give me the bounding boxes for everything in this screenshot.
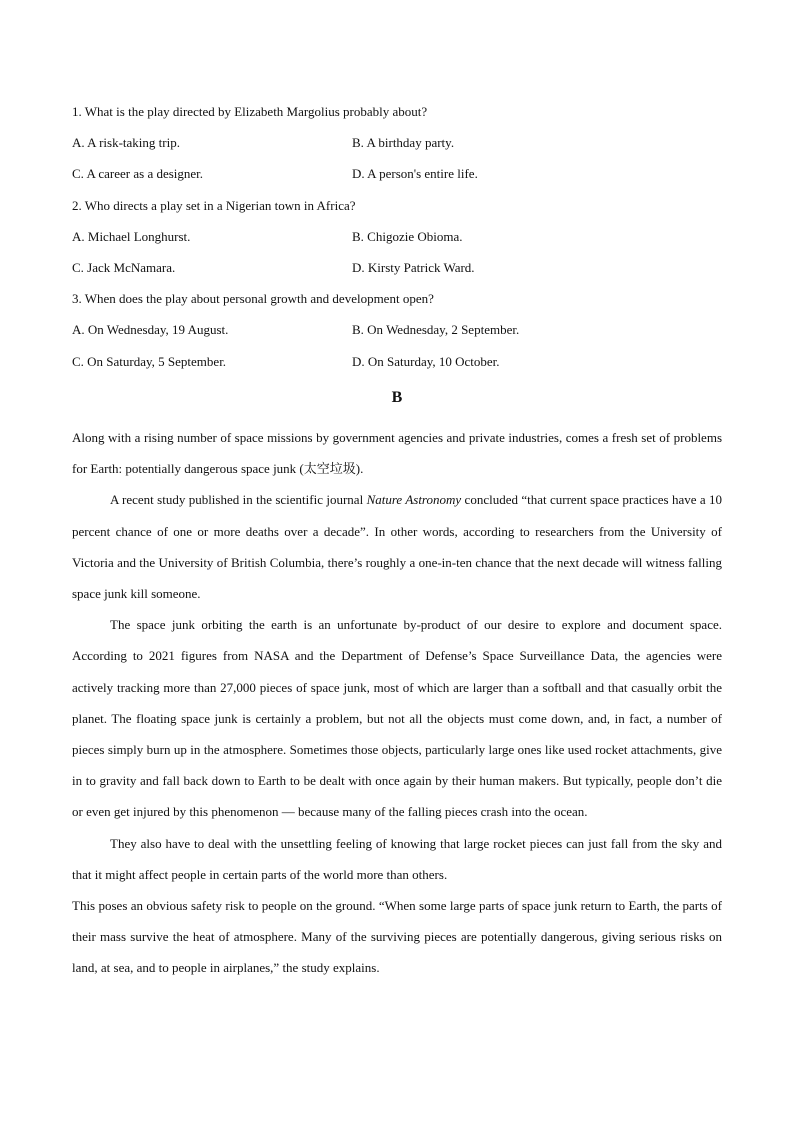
option-row xyxy=(72,132,732,163)
paragraph-4: They also have to deal with the unsettling feeling of knowing that large rocket pieces can just fall from the sky and that it might affect people in certain parts of the world more than others. xyxy=(72,835,722,882)
option-d: D. Kirsty Patrick Ward. xyxy=(352,259,475,275)
option-row xyxy=(72,226,732,257)
option-c: C. A career as a designer. xyxy=(72,166,204,182)
paragraph-3: The space junk orbiting the earth is an unfortunate by-product of our desire to explore and document space. According to 2021 figures from NASA and the Department of Defense’s Space Surveillance Data, the agencies were actively tracking more than 27,000 pieces of space junk, most of which are larger than a softball and that casually orbit the planet. The floating space junk is certainly a problem, but not all the objects must come down, and, in fact, a number of pieces simply burn up in the atmosphere. Sometimes those objects, particularly large ones like used rocket attachments, give in to gravity and fall back down to Earth to be dealt with once again by their human makers. But typically, people don’t die or even get injured by this phenomenon — because many of the falling pieces crash into the ocean. xyxy=(72,617,722,820)
paragraph-5: This poses an obvious safety risk to people on the ground. “When some large parts of space junk return to Earth, the parts of their mass survive the heat of atmosphere. Many of the surviving pieces are potentially dangerous, giving serious risks on land, at sea, and to people in airplanes,” the study explains. xyxy=(72,898,722,976)
option-row xyxy=(72,319,732,350)
paragraph-2-text-end: concluded “that current space practices have a 10 percent chance of one or more deaths over a decade”. In other words, according to researchers from the University of Victoria and the University of British Columbia, there’s roughly a one-in-ten chance that the next decade will witness falling space junk kill someone. xyxy=(72,492,723,602)
option-a: A. Michael Longhurst. xyxy=(72,228,191,244)
option-b: B. A birthday party. xyxy=(352,135,455,151)
option-b: B. On Wednesday, 2 September. xyxy=(352,322,520,338)
question-stem: 3. When does the play about personal growth and development open? xyxy=(72,291,434,307)
option-d: D. A person's entire life. xyxy=(352,166,478,182)
option-c: C. Jack McNamara. xyxy=(72,259,176,275)
option-a: A. On Wednesday, 19 August. xyxy=(72,322,229,338)
option-a: A. A risk-taking trip. xyxy=(72,135,180,151)
option-row xyxy=(72,351,732,382)
option-b: B. Chigozie Obioma. xyxy=(352,228,463,244)
section-heading: B xyxy=(391,389,403,406)
paragraph-2 xyxy=(72,484,722,609)
option-d: D. On Saturday, 10 October. xyxy=(352,353,500,369)
option-row xyxy=(72,163,732,194)
reading-passage xyxy=(72,422,722,984)
paragraph-2-text-start: A recent study published in the scientific journal xyxy=(110,492,367,508)
question-list xyxy=(72,101,732,382)
option-row xyxy=(72,257,732,288)
question-stem: 1. What is the play directed by Elizabeth Margolius probably about? xyxy=(72,104,428,119)
question-stem: 2. Who directs a play set in a Nigerian town in Africa? xyxy=(72,197,356,213)
journal-title: Nature Astronomy xyxy=(366,492,462,508)
paragraph-1: Along with a rising number of space missions by government agencies and private industries, comes a fresh set of problems for Earth: potentially dangerous space junk (太空垃圾). xyxy=(72,430,722,477)
option-c: C. On Saturday, 5 September. xyxy=(72,353,227,369)
